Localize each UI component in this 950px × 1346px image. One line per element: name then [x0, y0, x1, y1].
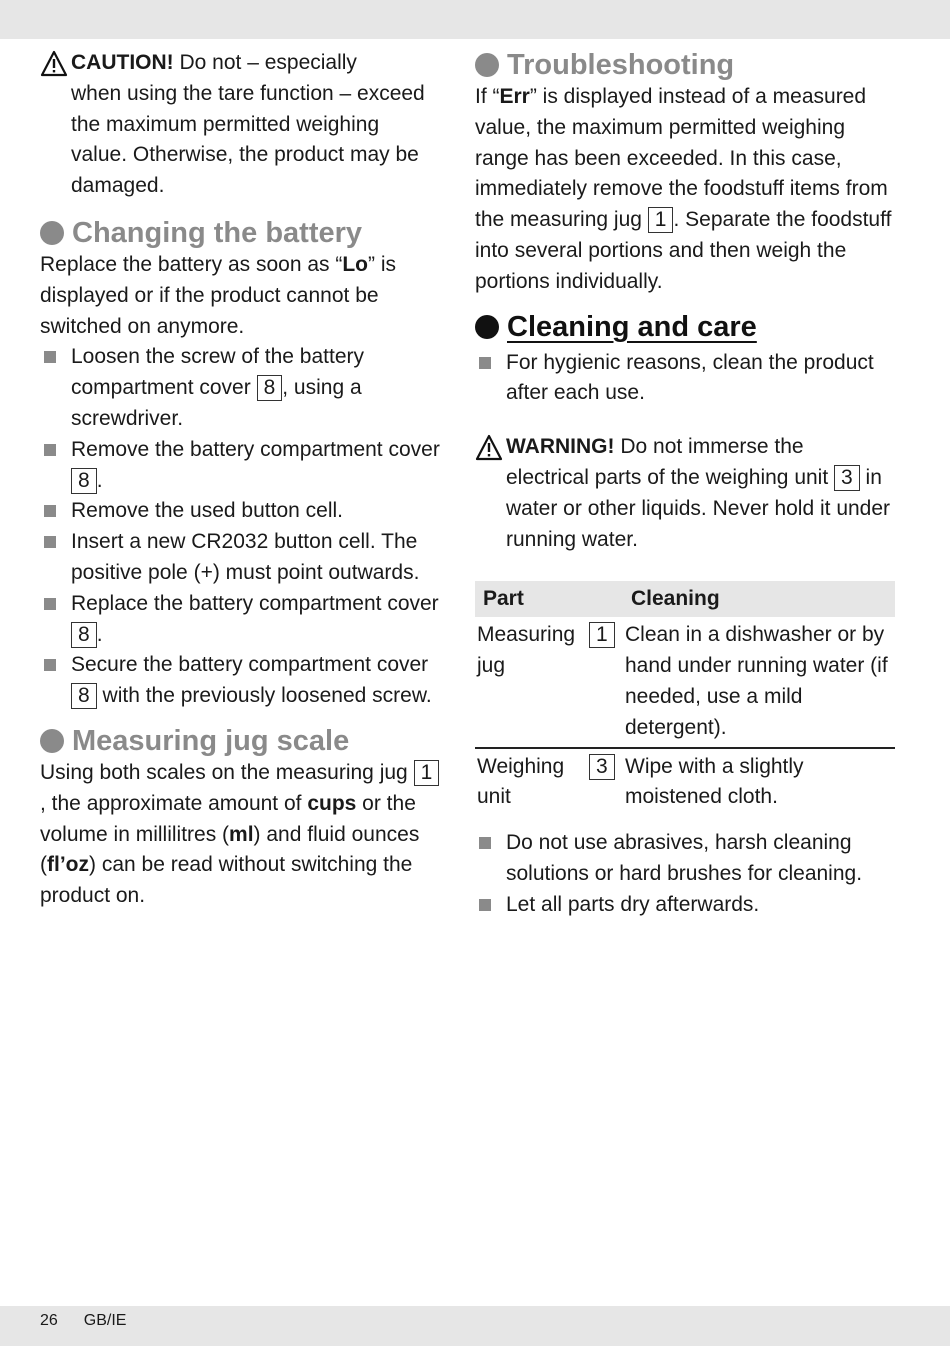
list-item: For hygienic reasons, clean the product after each use. [475, 348, 895, 410]
square-bullet-icon [44, 351, 56, 363]
list-item: Remove the used button cell. [40, 496, 440, 527]
heading-measuring-jug-scale: Measuring jug scale [40, 724, 440, 758]
cleaning-after-list [475, 828, 895, 920]
square-bullet-icon [479, 899, 491, 911]
bullet-dot-icon [40, 729, 64, 753]
warning-triangle-icon [475, 434, 503, 462]
battery-steps-list [40, 342, 440, 712]
part-ref: 8 [71, 468, 97, 494]
col-cleaning-header: Cleaning [623, 581, 895, 617]
bullet-dot-icon [40, 221, 64, 245]
part-ref: 8 [257, 375, 283, 401]
measuring-jug-text: Using both scales on the measuring jug 1, the approximate amount of cups or the volume in millilitres (ml) and fluid ounces (fl’oz) can be read without switching the product on. [40, 758, 440, 912]
cleaning-list [475, 348, 895, 410]
table-row [475, 617, 895, 747]
list-item: Insert a new CR2032 button cell. The positive pole (+) must point outwards. [40, 527, 440, 589]
table-row [475, 748, 895, 817]
square-bullet-icon [44, 659, 56, 671]
col-part-header: Part [475, 581, 623, 617]
list-item: Replace the battery compartment cover 8 . [40, 589, 440, 651]
troubleshooting-text: If “Err” is displayed instead of a measured value, the maximum permitted weighing range has been exceeded. In this case, immediately remove the foodstuff items from the measuring jug 1 . Separate the foodstuff into several portions and then weigh the portions individually. [475, 85, 892, 293]
heading-cleaning-and-care: Cleaning and care [475, 310, 895, 344]
part-name-cell: Weighing unit [477, 754, 565, 809]
cleaning-table [475, 581, 895, 816]
bullet-dot-icon [475, 315, 499, 339]
list-item: Loosen the screw of the battery compartment cover 8 , using a screwdriver. [40, 342, 440, 434]
part-ref: 8 [71, 622, 97, 648]
part-ref: 8 [71, 683, 97, 709]
list-item: Secure the battery compartment cover 8 with the previously loosened screw. [40, 650, 440, 712]
part-ref: 1 [414, 760, 440, 786]
heading-troubleshooting: Troubleshooting [475, 48, 895, 82]
square-bullet-icon [44, 598, 56, 610]
right-column [475, 48, 895, 921]
top-band [0, 0, 950, 39]
part-ref: 1 [589, 622, 615, 648]
square-bullet-icon [479, 357, 491, 369]
list-item: Do not use abrasives, harsh cleaning solutions or hard brushes for cleaning. [475, 828, 895, 890]
part-ref: 3 [834, 465, 860, 491]
page-number: 26 [40, 1312, 58, 1329]
caution-text: when using the tare function – exceed the maximum permitted weighing value. Otherwise, the product may be damaged. [71, 81, 425, 198]
warning-triangle-icon [40, 50, 68, 78]
part-ref: 3 [589, 754, 615, 780]
list-item: Let all parts dry afterwards. [475, 890, 895, 921]
heading-changing-battery: Changing the battery [40, 216, 440, 250]
bullet-dot-icon [475, 53, 499, 77]
left-column [40, 48, 440, 912]
page-footer [40, 1311, 152, 1331]
battery-intro: Replace the battery as soon as “Lo” is displayed or if the product cannot be switched on anymore. [40, 252, 396, 338]
square-bullet-icon [44, 536, 56, 548]
list-item: Remove the battery compartment cover 8 . [40, 435, 440, 497]
caution-label: CAUTION! [71, 51, 174, 74]
square-bullet-icon [479, 837, 491, 849]
part-ref: 1 [648, 207, 674, 233]
warning-label: WARNING! [506, 435, 615, 459]
cleaning-cell: Wipe with a slightly moistened cloth. [625, 754, 804, 809]
locale-code: GB/IE [83, 1312, 127, 1329]
warning-text: electrical parts of the weighing unit 3 in water or other liquids. Never hold it under running water. [506, 465, 891, 551]
square-bullet-icon [44, 505, 56, 517]
warning-notice: WARNING! Do not immerse the electrical parts of the weighing unit 3 in water or other liquids. Never hold it under running water. [475, 432, 895, 555]
table-header-row [475, 581, 895, 617]
caution-lead: Do not – especially [173, 51, 357, 74]
cleaning-cell: Clean in a dishwasher or by hand under running water (if needed, use a mild detergent). [623, 617, 895, 747]
square-bullet-icon [44, 444, 56, 456]
caution-notice [40, 48, 440, 202]
part-name-cell: Measuring jug [475, 617, 587, 747]
